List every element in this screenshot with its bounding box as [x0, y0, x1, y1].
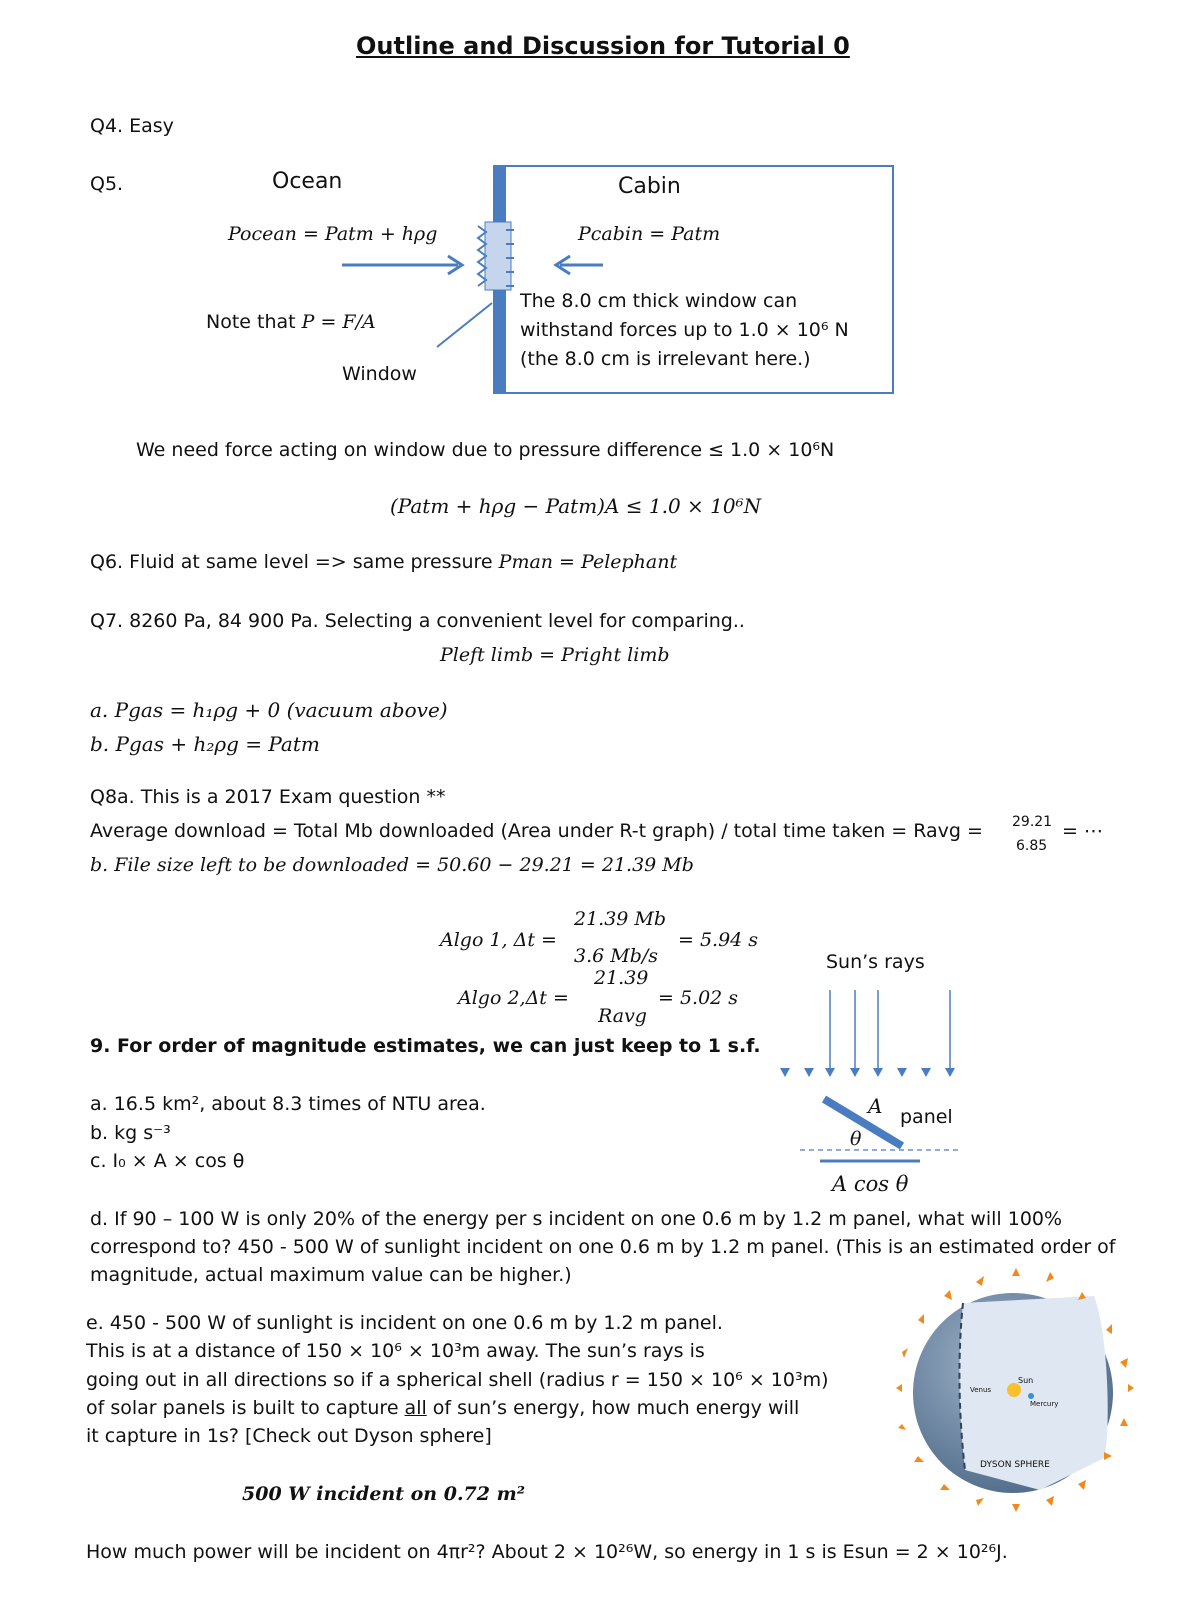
note-text: Note that P = F/A — [206, 311, 376, 333]
q9-heading: 9. For order of magnitude estimates, we can just keep to 1 s.f. — [90, 1035, 761, 1057]
box-line-1: The 8.0 cm thick window can — [520, 290, 798, 312]
box-line-2: withstand forces up to 1.0 × 10⁶ N — [520, 319, 849, 341]
q9-part-e-line-2: This is at a distance of 150 × 10⁶ × 10³m away. The sun’s rays is — [86, 1340, 705, 1362]
venus-label: Venus — [970, 1386, 992, 1394]
ravg-tail: = ⋯ — [1062, 820, 1103, 842]
panel-area-label: A — [868, 1094, 883, 1118]
q8-line-3: b. File size left to be downloaded = 50.60 − 29.21 = 21.39 Mb — [90, 854, 694, 876]
incident-power: 500 W incident on 0.72 m² — [242, 1483, 526, 1505]
ocean-label: Ocean — [272, 169, 343, 194]
page-title: Outline and Discussion for Tutorial 0 — [356, 32, 850, 60]
algo2-numerator: 21.39 — [594, 967, 649, 989]
q7-part-b: b. Pgas + h₂ρg = Patm — [90, 732, 320, 756]
q7-part-a: a. Pgas = h₁ρg + 0 (vacuum above) — [90, 698, 448, 722]
q9-part-a: a. 16.5 km², about 8.3 times of NTU area. — [90, 1093, 486, 1115]
q9-part-e-line-1: e. 450 - 500 W of sunlight is incident on one 0.6 m by 1.2 m panel. — [86, 1312, 723, 1334]
q9-part-d-line-2: correspond to? 450 - 500 W of sunlight incident on one 0.6 m by 1.2 m panel. (This is an estimated order of — [90, 1236, 1116, 1258]
sun-label: Sun — [1018, 1376, 1034, 1385]
suns-rays-label: Sun’s rays — [826, 951, 925, 973]
algo1-denominator: 3.6 Mb/s — [574, 945, 659, 967]
window-label: Window — [342, 363, 417, 385]
q9-part-e-line-4: of solar panels is built to capture all of sun’s energy, how much energy will — [86, 1397, 800, 1419]
theta-label: θ — [850, 1128, 862, 1150]
ocean-pressure-formula: Pocean = Patm + hρg — [228, 223, 438, 245]
q9-part-d-line-1: d. If 90 – 100 W is only 20% of the energy per s incident on one 0.6 m by 1.2 m panel, what will 100% — [90, 1208, 1063, 1230]
force-inequality: (Patm + hρg − Patm)A ≤ 1.0 × 10⁶N — [390, 494, 762, 518]
q9-part-b: b. kg s⁻³ — [90, 1122, 171, 1144]
q7-formula: Pleft limb = Pright limb — [440, 644, 670, 666]
need-force-text: We need force acting on window due to pressure difference ≤ 1.0 × 10⁶N — [136, 439, 835, 461]
ravg-numerator: 29.21 — [1012, 814, 1053, 830]
dyson-caption: DYSON SPHERE — [980, 1460, 1050, 1470]
algo2-denominator: Ravg — [598, 1005, 647, 1027]
q8-line-2: Average download = Total Mb downloaded (Area under R-t graph) / total time taken = Ravg = — [90, 820, 983, 842]
q5-label: Q5. — [90, 173, 124, 195]
box-line-3: (the 8.0 cm is irrelevant here.) — [520, 348, 811, 370]
ravg-denominator: 6.85 — [1016, 838, 1048, 854]
q6-text: Q6. Fluid at same level => same pressure Pman = Pelephant — [90, 551, 678, 573]
projection-label: A cos θ — [832, 1172, 909, 1196]
algo2-left: Algo 2,Δt = — [458, 987, 569, 1009]
algo1-right: = 5.94 s — [678, 929, 759, 951]
q9-part-e-line-5: it capture in 1s? [Check out Dyson sphere] — [86, 1425, 492, 1447]
q9-part-d-line-3: magnitude, actual maximum value can be higher.) — [90, 1264, 572, 1286]
sun-dot — [1007, 1383, 1021, 1397]
final-answer: How much power will be incident on 4πr²? About 2 × 10²⁶W, so energy in 1 s is Esun = 2 × 10²⁶J. — [86, 1541, 1008, 1563]
algo1-numerator: 21.39 Mb — [574, 908, 667, 930]
panel-label: panel — [900, 1106, 953, 1128]
cabin-label: Cabin — [618, 174, 681, 199]
q7-text: Q7. 8260 Pa, 84 900 Pa. Selecting a convenient level for comparing.. — [90, 610, 745, 632]
mercury-dot — [1028, 1393, 1034, 1399]
mercury-label: Mercury — [1030, 1400, 1059, 1408]
q9-part-e-line-3: going out in all directions so if a spherical shell (radius r = 150 × 10⁶ × 10³m) — [86, 1369, 829, 1391]
algo2-right: = 5.02 s — [658, 987, 739, 1009]
cabin-pressure-formula: Pcabin = Patm — [578, 223, 721, 245]
algo1-left: Algo 1, Δt = — [440, 929, 557, 951]
q4-text: Q4. Easy — [90, 115, 174, 137]
q8-line-1: Q8a. This is a 2017 Exam question ** — [90, 786, 446, 808]
q9-part-c: c. I₀ × A × cos θ — [90, 1150, 245, 1172]
